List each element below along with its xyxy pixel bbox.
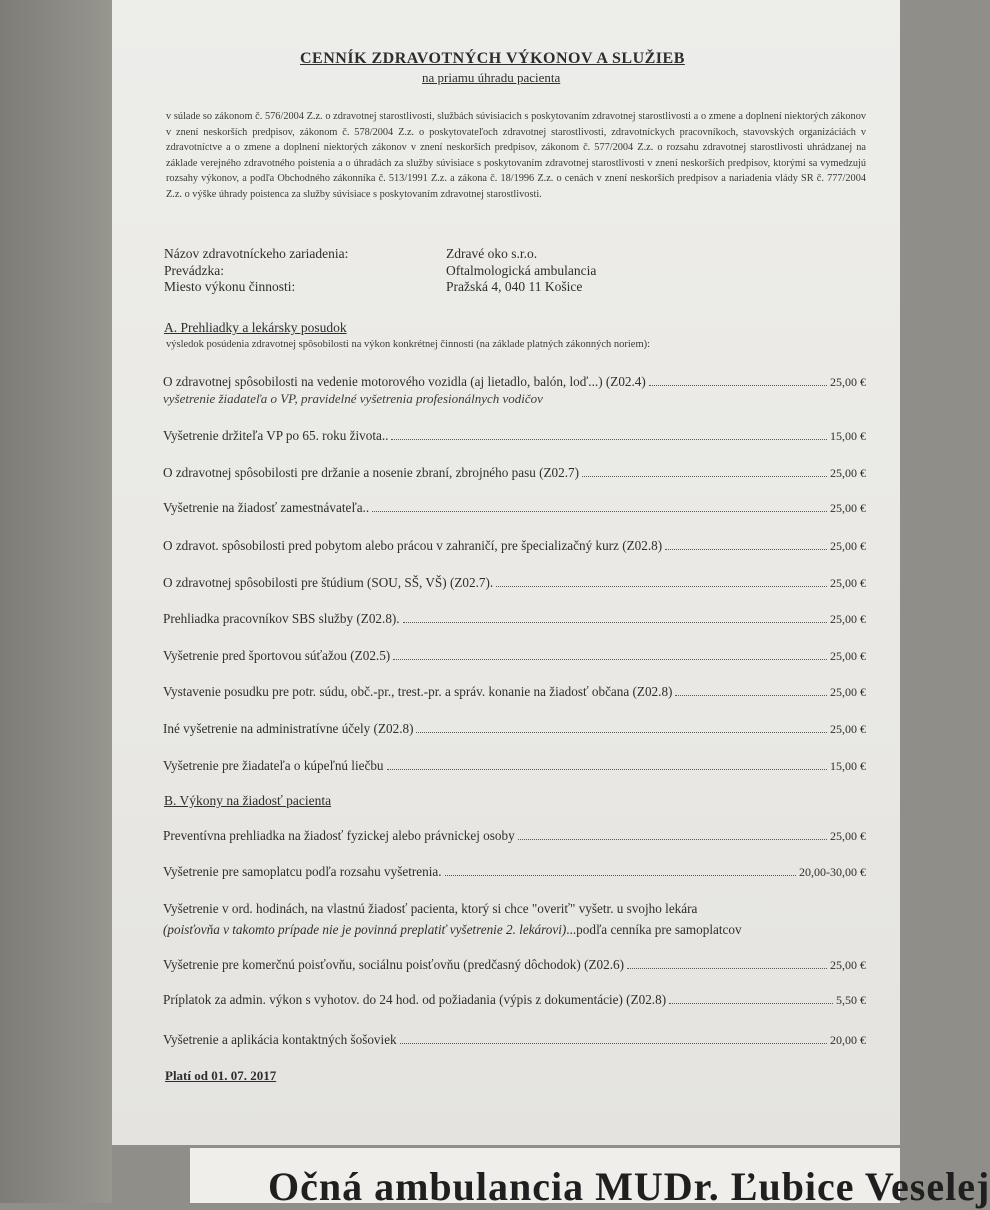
document-title: CENNÍK ZDRAVOTNÝCH VÝKONOV A SLUŽIEB xyxy=(300,50,685,67)
document-subtitle: na priamu úhradu pacienta xyxy=(422,70,561,85)
leader-dots xyxy=(669,993,833,1004)
service-price: 20,00 € xyxy=(830,1033,866,1047)
service-price: 25,00 € xyxy=(830,501,866,515)
price-row xyxy=(163,758,866,778)
valid-from: Platí od 01. 07. 2017 xyxy=(165,1068,277,1083)
price-row xyxy=(163,1032,866,1052)
facility-info-values: Zdravé oko s.r.o. Oftalmologická ambulancia Pražská 4, 040 11 Košice xyxy=(446,246,597,294)
section-b-heading: B. Výkony na žiadosť pacienta xyxy=(164,793,332,808)
service-label: Vyšetrenie na žiadosť zamestnávateľa.. xyxy=(163,500,370,515)
service-price: 15,00 € xyxy=(830,429,866,443)
background-wall xyxy=(0,0,112,1203)
legal-paragraph: v súlade so zákonom č. 576/2004 Z.z. o zdravotnej starostlivosti, službách súvisiacich s poskytovaním zdravotnej starostlivosti a o zmene a doplnení niektorých zákonov v znení neskorších predpisov, zákonom č. 578/2004 Z.z. o poskytovateľoch zdravotnej starostlivosti, zdravotníckych pracovníkoch, stavovských organizáciách v zdravotníctve a o zmene a doplnení niektorých zákonov v znení neskorších predpisov, zákonom č. 577/2004 Z.z. o rozsahu zdravotnej starostlivosti uhrádzanej na základe verejného zdravotného poistenia a o úhradách za služby súvisiace s poskytovaním zdravotnej starostlivosti v znení neskorších predpisov, ktorými sa vymedzujú rozsahy výkonov, a podľa Obchodného zákonníka č. 513/1991 Z.z. a zákona č. 18/1996 Z.z. o cenách v znení neskorších predpisov a nariadenia vlády SR č. 777/2004 Z.z. o výške úhrady poistenca za služby súvisiace s poskytovaním zdravotnej starostlivosti. xyxy=(166,111,866,200)
leader-dots xyxy=(391,429,827,440)
service-label: Vyšetrenie a aplikácia kontaktných šošoviek xyxy=(163,1032,397,1047)
price-row xyxy=(163,500,866,520)
service-label: Vystavenie posudku pre potr. súdu, obč.-pr., trest.-pr. a správ. konanie na žiadosť občana (Z02.8) xyxy=(163,684,673,699)
leader-dots xyxy=(518,829,827,840)
service-price: 25,00 € xyxy=(830,466,866,480)
leader-dots xyxy=(582,466,827,477)
service-label: Vyšetrenie pred športovou súťažou (Z02.5) xyxy=(163,648,391,663)
leader-dots xyxy=(665,539,827,550)
service-label: Vyšetrenie pre komerčnú poisťovňu, sociálnu poisťovňu (predčasný dôchodok) (Z02.6) xyxy=(163,957,625,972)
service-subnote: vyšetrenie žiadateľa o VP, pravidelné vyšetrenia profesionálnych vodičov xyxy=(163,391,543,406)
service-price: 25,00 € xyxy=(830,685,866,699)
service-label: Vyšetrenie pre samoplatcu podľa rozsahu vyšetrenia. xyxy=(163,864,442,879)
price-row xyxy=(163,538,866,558)
multi-line-1: Vyšetrenie v ord. hodinách, na vlastnú žiadosť pacienta, ktorý si chce "overiť" vyšetr. u svojho lekára xyxy=(163,901,698,916)
section-a-note: výsledok posúdenia zdravotnej spôsobilosti na výkon konkrétnej činnosti (na základe platných zákonných noriem): xyxy=(166,339,651,350)
service-label: Preventívna prehliadka na žiadosť fyzickej alebo právnickej osoby xyxy=(163,828,515,843)
leader-dots xyxy=(496,576,827,587)
service-label: Vyšetrenie držiteľa VP po 65. roku života.. xyxy=(163,428,389,443)
multi-line-service xyxy=(163,898,868,940)
service-label: O zdravotnej spôsobilosti pre držanie a nosenie zbraní, zbrojného pasu (Z02.7) xyxy=(163,465,580,480)
leader-dots xyxy=(416,722,827,733)
service-label: Iné vyšetrenie na administratívne účely (Z02.8) xyxy=(163,721,414,736)
clinic-sign: Očná ambulancia MUDr. Ľubice Veselej xyxy=(268,1164,990,1209)
price-row xyxy=(163,428,866,448)
service-price: 20,00-30,00 € xyxy=(799,865,866,879)
price-row xyxy=(163,611,866,631)
section-a-heading: A. Prehliadky a lekársky posudok xyxy=(164,320,347,335)
service-price: 5,50 € xyxy=(836,993,866,1007)
service-price: 25,00 € xyxy=(830,576,866,590)
price-row xyxy=(163,957,866,977)
price-row xyxy=(163,684,866,704)
price-row xyxy=(163,828,866,848)
leader-dots xyxy=(387,759,827,770)
service-price: 25,00 € xyxy=(830,539,866,553)
facility-info-labels: Názov zdravotníckeho zariadenia: Prevádzka: Miesto výkonu činnosti: xyxy=(164,246,349,294)
service-price: 25,00 € xyxy=(830,829,866,843)
leader-dots xyxy=(372,501,827,512)
price-row xyxy=(163,721,866,741)
multi-line-2-italic: (poisťovňa v takomto prípade nie je povinná preplatiť vyšetrenie 2. lekárovi) xyxy=(163,922,567,937)
service-label: Príplatok za admin. výkon s vyhotov. do 24 hod. od požiadania (výpis z dokumentácie) (Z02.8) xyxy=(163,992,667,1007)
service-label: Prehliadka pracovníkov SBS služby (Z02.8). xyxy=(163,611,400,626)
leader-dots xyxy=(400,1033,827,1044)
service-label: O zdravotnej spôsobilosti pre štúdium (SOU, SŠ, VŠ) (Z02.7). xyxy=(163,575,494,590)
leader-dots xyxy=(393,649,827,660)
price-row xyxy=(163,465,866,485)
service-label: Vyšetrenie pre žiadateľa o kúpeľnú liečbu xyxy=(163,758,384,773)
service-price: 25,00 € xyxy=(830,958,866,972)
price-row xyxy=(163,992,866,1012)
multi-line-2-rest: ...podľa cenníka pre samoplatcov xyxy=(566,922,742,937)
service-price: 25,00 € xyxy=(830,722,866,736)
service-price: 25,00 € xyxy=(830,612,866,626)
price-row xyxy=(163,575,866,595)
service-price: 15,00 € xyxy=(830,759,866,773)
service-label: O zdravot. spôsobilosti pred pobytom alebo prácou v zahraničí, pre špecializačný kurz (Z02.8) xyxy=(163,538,663,553)
multi-line-2 xyxy=(163,919,868,940)
service-price: 25,00 € xyxy=(830,375,866,389)
leader-dots xyxy=(627,958,827,969)
leader-dots xyxy=(649,375,827,386)
price-row xyxy=(163,864,866,884)
leader-dots xyxy=(445,865,796,876)
service-price: 25,00 € xyxy=(830,649,866,663)
price-row xyxy=(163,648,866,668)
leader-dots xyxy=(403,612,827,623)
service-label: O zdravotnej spôsobilosti na vedenie motorového vozidla (aj lietadlo, balón, loď...) (Z02.4) xyxy=(163,374,646,389)
leader-dots xyxy=(675,685,827,696)
